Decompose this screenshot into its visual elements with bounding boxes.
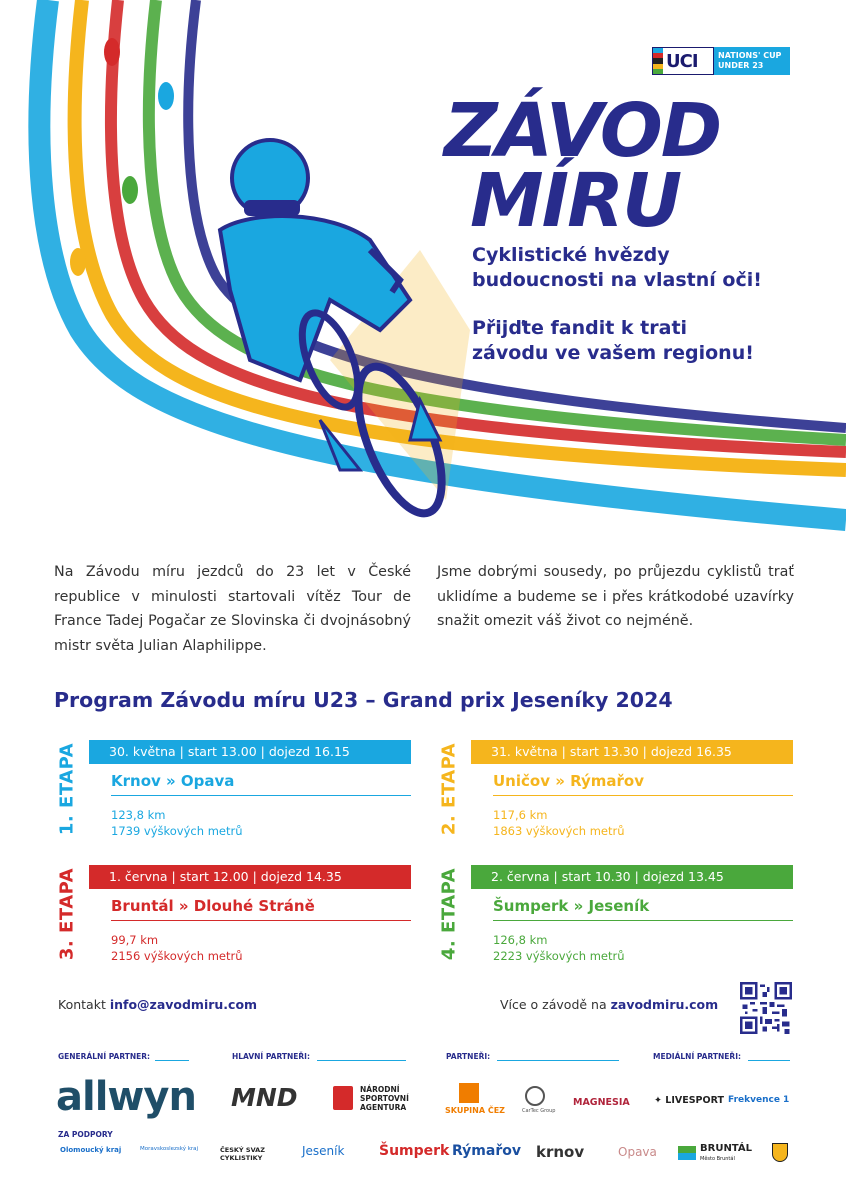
subtitle-block-1 — [472, 243, 762, 293]
stage-elevation: 1863 výškových metrů — [493, 824, 625, 838]
stage-route: Krnov » Opava — [111, 772, 235, 790]
nations-cup-label: NATIONS' CUP UNDER 23 — [714, 47, 790, 75]
stage-details — [111, 807, 243, 839]
coat-of-arms-icon — [772, 1143, 788, 1162]
stage-label: 3. ETAPA — [56, 867, 78, 961]
allwyn-logo: allwyn — [56, 1074, 196, 1120]
stage-3 — [56, 865, 441, 975]
stage-schedule: 31. května | start 13.30 | dojezd 16.35 — [471, 740, 793, 764]
stage-route: Bruntál » Dlouhé Stráně — [111, 897, 315, 915]
stage-elevation: 1739 výškových metrů — [111, 824, 243, 838]
uci-stripes — [653, 48, 663, 74]
partner-divider — [748, 1060, 790, 1061]
subtitle-line-1: Cyklistické hvězdy — [472, 244, 670, 266]
subtitle-block-2 — [472, 316, 754, 366]
stage-details — [493, 932, 625, 964]
magnesia-logo: MAGNESIA — [573, 1097, 630, 1108]
stage-label: 1. ETAPA — [56, 742, 78, 836]
livesport-icon: ✦ — [654, 1095, 666, 1106]
stage-distance: 126,8 km — [493, 933, 548, 947]
opava-logo: Opava — [618, 1145, 657, 1159]
nsa-logo: NÁRODNÍ SPORTOVNÍ AGENTURA — [360, 1085, 409, 1112]
cez-icon — [459, 1083, 479, 1103]
uci-logo — [652, 47, 714, 75]
msk-logo: Moravskoslezský kraj — [140, 1146, 199, 1152]
stage-label: 2. ETAPA — [438, 742, 460, 836]
partners-heading: PARTNEŘI: — [446, 1052, 491, 1061]
uci-badge — [652, 47, 790, 75]
contact-web: Více o závodě na zavodmiru.com — [500, 997, 719, 1012]
olomoucky-kraj-logo: Olomoucký kraj — [60, 1146, 122, 1154]
bmw-roundel-icon — [525, 1086, 545, 1106]
general-partner-heading: GENERÁLNÍ PARTNER: — [58, 1052, 151, 1061]
stage-schedule: 2. června | start 10.30 | dojezd 13.45 — [471, 865, 793, 889]
subtitle-line-2: budoucnosti na vlastní oči! — [472, 269, 762, 291]
email-link[interactable]: info@zavodmiru.com — [109, 997, 258, 1012]
stage-elevation: 2223 výškových metrů — [493, 949, 625, 963]
program-title: Program Závodu míru U23 – Grand prix Jeseníky 2024 — [54, 688, 673, 712]
mnd-logo: MND — [231, 1083, 298, 1112]
main-partners-heading: HLAVNÍ PARTNEŘI: — [232, 1052, 310, 1061]
web-link[interactable]: zavodmiru.com — [610, 997, 719, 1012]
nsa-shield-icon — [333, 1086, 353, 1110]
cez-logo: SKUPINA ČEZ — [445, 1106, 505, 1115]
jesenik-logo: Jeseník — [302, 1144, 345, 1158]
bruntal-icon — [678, 1146, 696, 1160]
csc-logo: ČESKÝ SVAZ CYKLISTIKY — [220, 1146, 265, 1162]
title-line-1: ZÁVOD — [444, 88, 721, 174]
stage-details — [111, 932, 243, 964]
stage-schedule: 30. května | start 13.00 | dojezd 16.15 — [89, 740, 411, 764]
sumperk-logo: Šumperk — [379, 1143, 450, 1159]
stage-divider — [493, 795, 793, 796]
qr-code[interactable] — [740, 982, 792, 1034]
support-heading: ZA PODPORY — [58, 1130, 113, 1139]
partner-divider — [317, 1060, 406, 1061]
stage-2 — [438, 740, 823, 850]
frekvence-logo: Frekvence 1 — [728, 1095, 790, 1105]
stage-label: 4. ETAPA — [438, 867, 460, 961]
bruntal-logo: BRUNTÁL Město Bruntál — [700, 1143, 752, 1162]
rymarov-logo: Rýmařov — [452, 1143, 521, 1159]
cartec-logo: CarTec Group — [522, 1108, 556, 1114]
stage-route: Šumperk » Jeseník — [493, 897, 650, 915]
stage-distance: 117,6 km — [493, 808, 548, 822]
partner-divider — [155, 1060, 189, 1061]
livesport-logo: ✦ LIVESPORT — [654, 1095, 724, 1106]
subtitle-line-4: závodu ve vašem regionu! — [472, 342, 754, 364]
intro-left: Na Závodu míru jezdců do 23 let v České republice v minulosti startovali vítěz Tour de France Tadej Pogačar ze Slovinska či dvojnásobný mistr světa Julian Alaphilippe. — [54, 564, 411, 654]
partner-divider — [497, 1060, 619, 1061]
stage-distance: 123,8 km — [111, 808, 166, 822]
stage-elevation: 2156 výškových metrů — [111, 949, 243, 963]
contact-email: Kontakt info@zavodmiru.com — [58, 997, 258, 1012]
intro-right: Jsme dobrými sousedy, po průjezdu cyklistů trať uklidíme a budeme se i přes krátkodobé uzavírky snažit omezit váš život co nejméně. — [437, 564, 794, 629]
stage-4 — [438, 865, 823, 975]
stage-schedule: 1. června | start 12.00 | dojezd 14.35 — [89, 865, 411, 889]
cyclist-illustration — [220, 140, 470, 524]
stage-distance: 99,7 km — [111, 933, 159, 947]
stage-route: Uničov » Rýmařov — [493, 772, 644, 790]
subtitle-line-3: Přijďte fandit k trati — [472, 317, 688, 339]
uci-logo-text: UCI — [666, 50, 698, 72]
media-partners-heading: MEDIÁLNÍ PARTNEŘI: — [653, 1052, 741, 1061]
stage-details — [493, 807, 625, 839]
stage-divider — [493, 920, 793, 921]
event-title — [444, 88, 721, 244]
stage-divider — [111, 795, 411, 796]
title-line-2: MÍRU — [470, 158, 681, 244]
stage-divider — [111, 920, 411, 921]
stage-1 — [56, 740, 441, 850]
krnov-logo: krnov — [536, 1143, 585, 1161]
